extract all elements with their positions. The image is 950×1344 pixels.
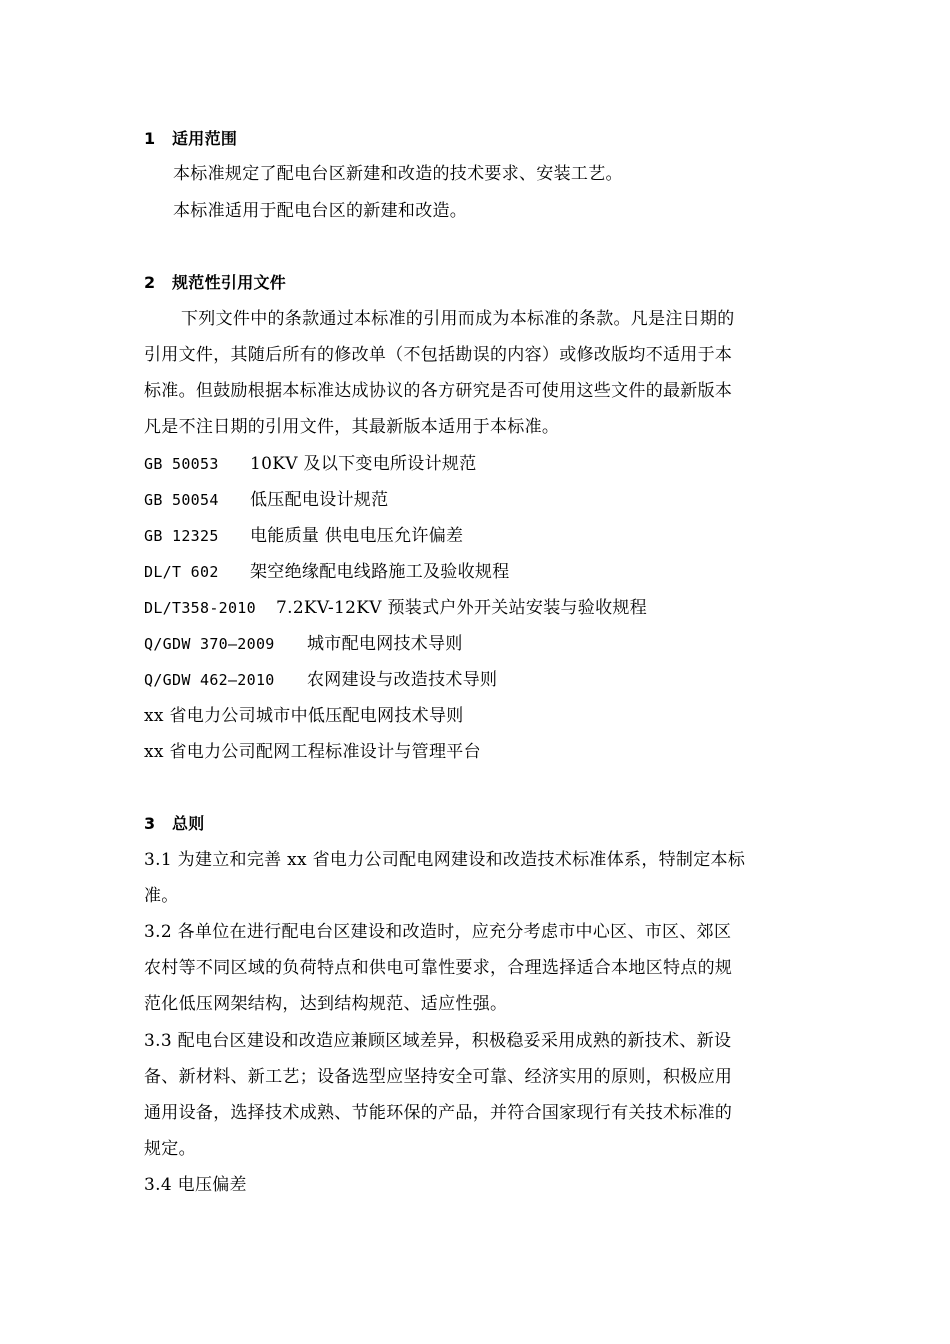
- section-3-line: 范化低压网架结构，达到结构规范、适应性强。: [144, 994, 508, 1014]
- section-2-intro-line: 标准。但鼓励根据本标准达成协议的各方研究是否可使用这些文件的最新版本: [144, 381, 733, 401]
- reference-item: [144, 561, 510, 583]
- section-2-intro-line: 引用文件，其随后所有的修改单（不包括勘误的内容）或修改版均不适用于本: [144, 345, 733, 365]
- reference-title: 农网建设与改造技术导则: [307, 670, 498, 690]
- section-2-number: 2: [144, 273, 156, 292]
- reference-title: 10KV 及以下变电所设计规范: [250, 454, 477, 474]
- reference-title: 电能质量 供电电压允许偏差: [250, 526, 464, 546]
- reference-item: [144, 669, 497, 691]
- section-3-number: 3: [144, 814, 156, 833]
- reference-item: xx 省电力公司配网工程标准设计与管理平台: [144, 742, 481, 762]
- section-3-line: 3.2 各单位在进行配电台区建设和改造时，应充分考虑市中心区、市区、郊区: [144, 922, 732, 942]
- section-3-title: 总则: [172, 814, 205, 833]
- reference-title: 架空绝缘配电线路施工及验收规程: [250, 562, 510, 582]
- section-1-paragraph: 本标准适用于配电台区的新建和改造。: [173, 201, 468, 221]
- reference-code: Q/GDW 370—2009: [144, 635, 275, 653]
- reference-item: [144, 489, 388, 511]
- section-3-line: 备、新材料、新工艺；设备选型应坚持安全可靠、经济实用的原则，积极应用: [144, 1067, 733, 1087]
- reference-code: DL/T358-2010: [144, 599, 256, 617]
- section-1-number: 1: [144, 129, 156, 148]
- reference-title: 城市配电网技术导则: [307, 634, 463, 654]
- reference-item: [144, 633, 463, 655]
- section-1-paragraph: 本标准规定了配电台区新建和改造的技术要求、安装工艺。: [173, 164, 623, 184]
- reference-item: xx 省电力公司城市中低压配电网技术导则: [144, 706, 464, 726]
- section-3-heading: [144, 813, 205, 835]
- section-2-heading: [144, 272, 286, 294]
- reference-item: [144, 453, 477, 475]
- reference-item: [144, 525, 463, 547]
- section-3-line: 准。: [144, 886, 179, 906]
- reference-title: 7.2KV-12KV 预装式户外开关站安装与验收规程: [276, 598, 648, 618]
- section-2-title: 规范性引用文件: [172, 273, 287, 292]
- reference-item: [144, 597, 647, 619]
- section-3-line: 规定。: [144, 1139, 196, 1159]
- reference-code: DL/T 602: [144, 563, 219, 581]
- section-1-title: 适用范围: [172, 129, 238, 148]
- section-3-line: 3.3 配电台区建设和改造应兼顾区域差异，积极稳妥采用成熟的新技术、新设: [144, 1031, 732, 1051]
- section-2-intro-line: 凡是不注日期的引用文件，其最新版本适用于本标准。: [144, 417, 560, 437]
- section-1-heading: [144, 128, 237, 150]
- section-2-intro-line: 下列文件中的条款通过本标准的引用而成为本标准的条款。凡是注日期的: [181, 309, 735, 329]
- section-3-line: 3.1 为建立和完善 xx 省电力公司配电网建设和改造技术标准体系，特制定本标: [144, 850, 746, 870]
- section-3-line: 农村等不同区域的负荷特点和供电可靠性要求，合理选择适合本地区特点的规: [144, 958, 733, 978]
- section-3-line: 通用设备，选择技术成熟、节能环保的产品，并符合国家现行有关技术标准的: [144, 1103, 733, 1123]
- reference-code: GB 50053: [144, 455, 219, 473]
- reference-code: GB 50054: [144, 491, 219, 509]
- reference-code: Q/GDW 462—2010: [144, 671, 275, 689]
- reference-code: GB 12325: [144, 527, 219, 545]
- section-3-line: 3.4 电压偏差: [144, 1175, 247, 1195]
- reference-title: 低压配电设计规范: [250, 490, 389, 510]
